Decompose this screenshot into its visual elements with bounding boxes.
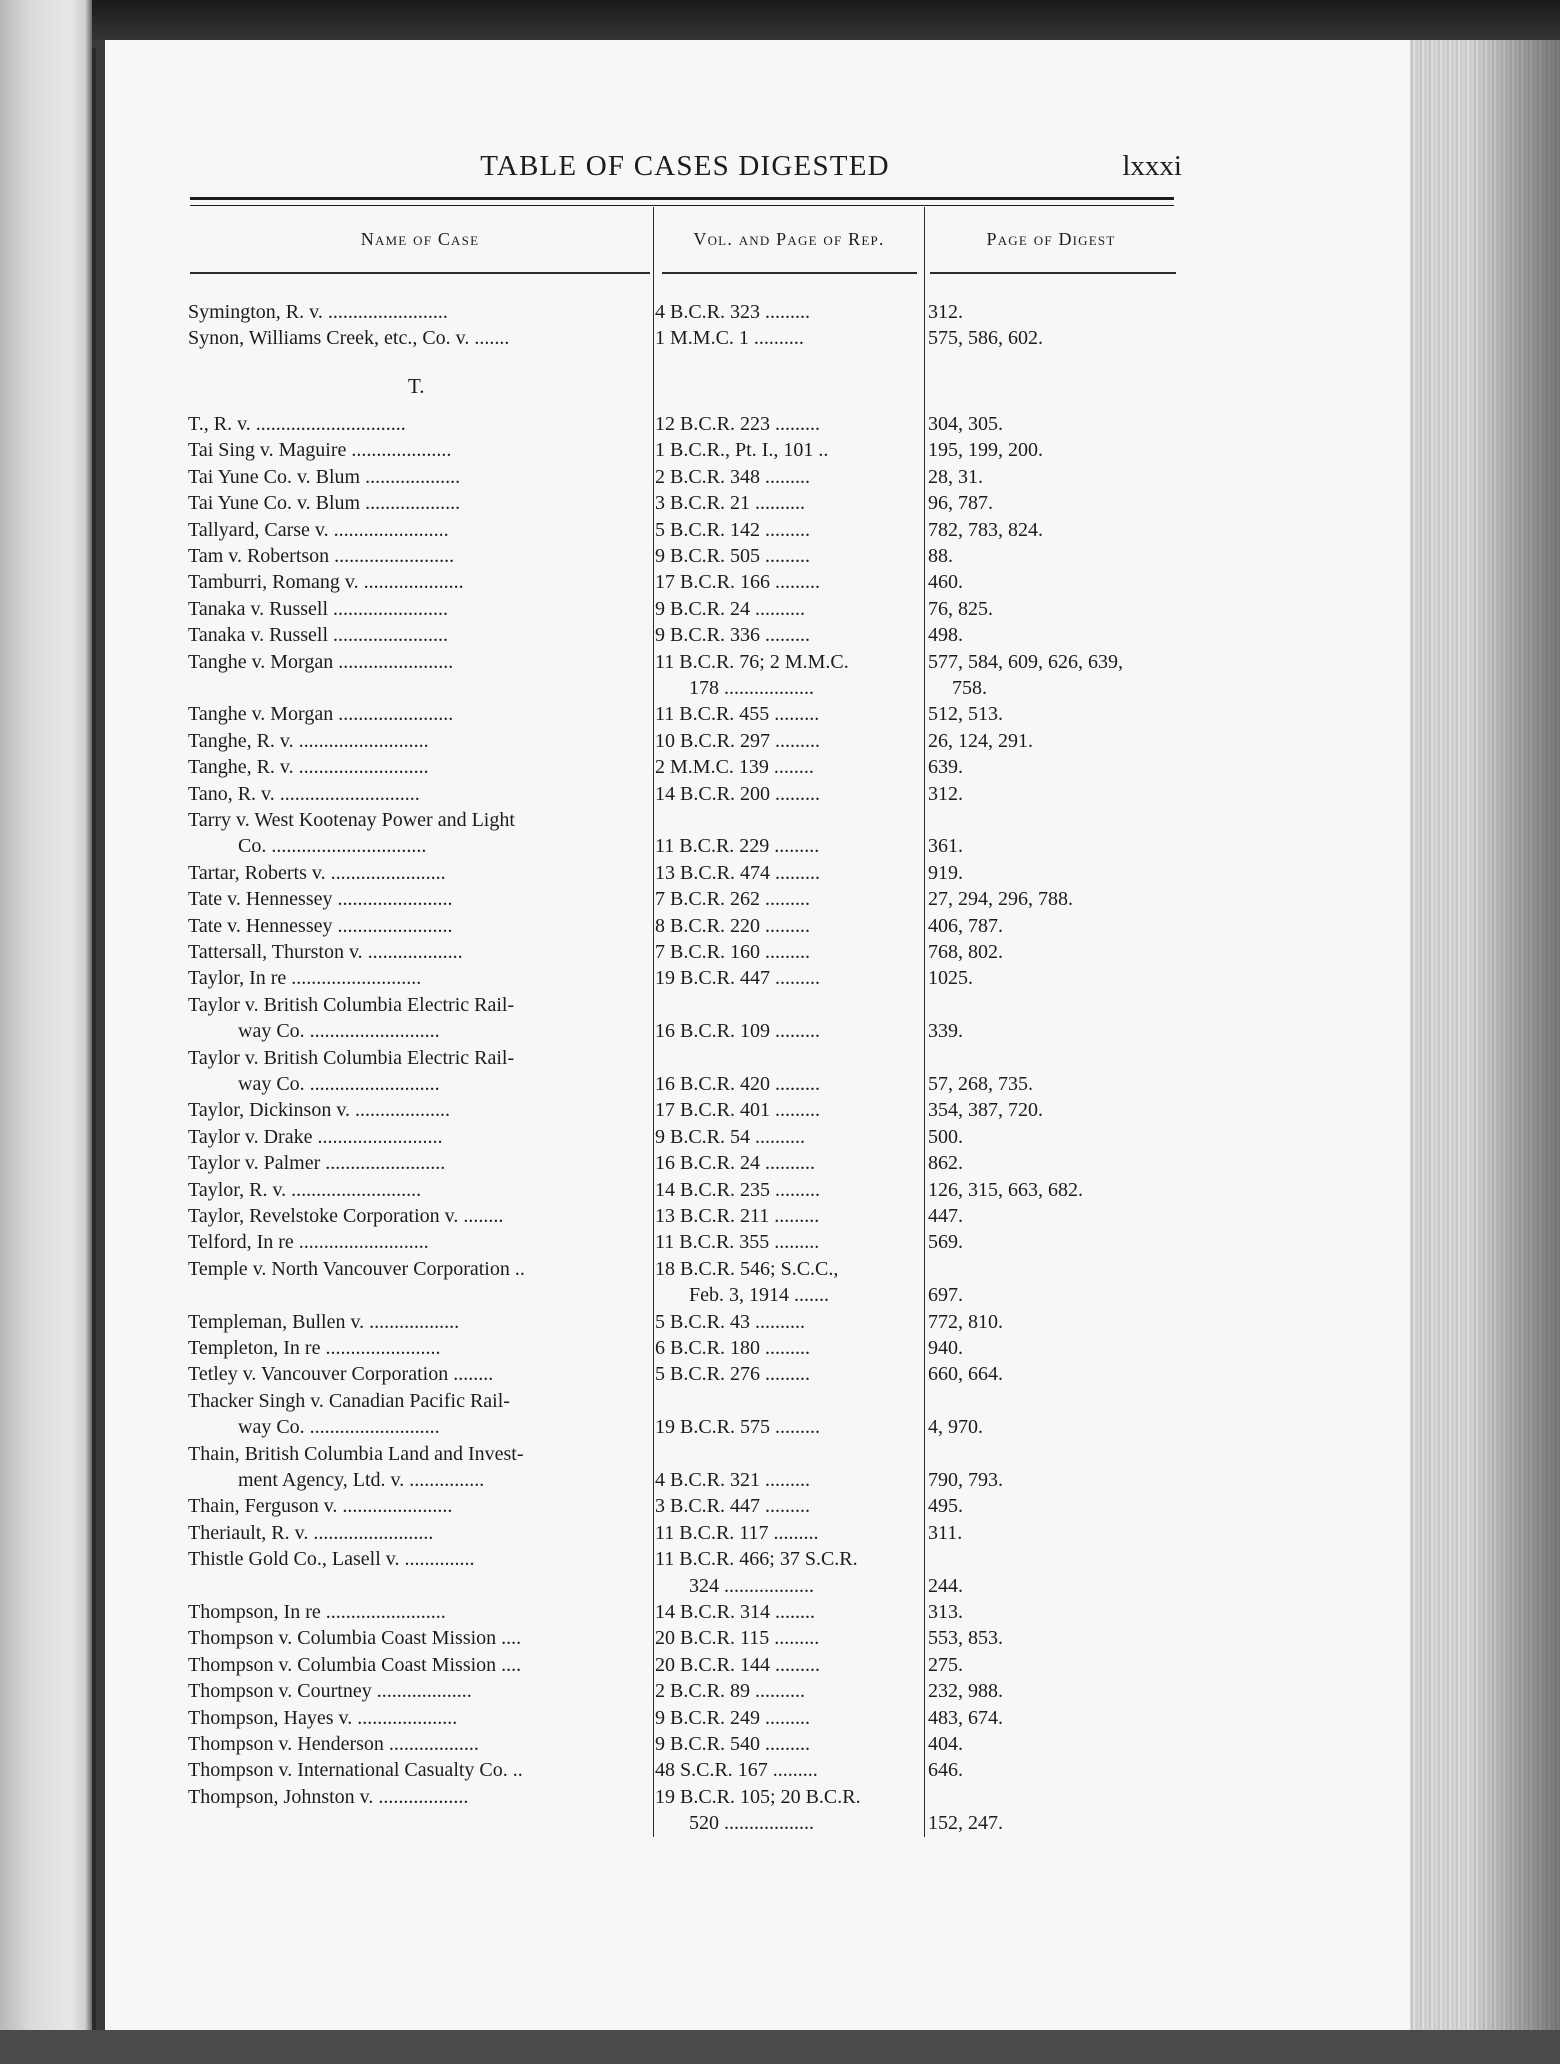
digest-pages: 919. [928,861,963,884]
report-reference: 9 B.C.R. 249 ......... [655,1706,811,1729]
digest-pages: 1025. [928,967,973,990]
report-reference: 2 B.C.R. 348 ......... [655,465,811,488]
digest-pages: 646. [928,1759,963,1782]
report-reference: Feb. 3, 1914 ....... [689,1284,829,1307]
case-name: Tam v. Robertson ........................ [188,545,455,567]
report-reference: 14 B.C.R. 314 ........ [655,1601,816,1623]
report-reference: 7 B.C.R. 160 ......... [655,941,811,963]
case-name: Taylor v. British Columbia Electric Rail- [188,993,515,1016]
report-reference: 19 B.C.R. 575 ......... [655,1416,821,1439]
page-title: TABLE OF CASES DIGESTED [480,150,890,182]
report-reference: 3 B.C.R. 21 .......... [655,492,806,515]
case-name: Thacker Singh v. Canadian Pacific Rail- [188,1389,510,1412]
digest-pages: 660, 664. [928,1363,1003,1386]
case-name: Tai Sing v. Maguire .................... [188,439,452,462]
case-name: Thompson v. Henderson .................. [188,1733,479,1755]
report-reference: 11 B.C.R. 76; 2 M.M.C. [655,650,849,673]
case-name: ment Agency, Ltd. v. ............... [238,1469,485,1491]
digest-pages: 152, 247. [928,1812,1003,1835]
case-name: Taylor, In re .......................... [188,967,422,990]
report-reference: 17 B.C.R. 401 ......... [655,1099,821,1122]
digest-pages: 577, 584, 609, 626, 639, [928,650,1123,673]
report-reference: 1 M.M.C. 1 .......... [655,327,804,349]
case-name: Thompson, Hayes v. .................... [188,1706,458,1729]
report-reference: 1 B.C.R., Pt. I., 101 .. [655,439,829,462]
column-header-name: Name of Case [360,229,480,249]
report-reference: 13 B.C.R. 474 ......... [655,861,821,884]
digest-pages: 500. [928,1125,963,1148]
digest-pages: 447. [928,1205,963,1227]
case-name: Tai Yune Co. v. Blum ................... [188,465,461,488]
report-reference: 178 .................. [689,677,814,699]
report-reference: 4 B.C.R. 323 ......... [655,301,811,323]
report-reference: 2 B.C.R. 89 .......... [655,1680,806,1703]
case-name: Theriault, R. v. ........................ [188,1521,434,1544]
case-name: Thompson v. Courtney ................... [188,1680,472,1703]
digest-pages: 483, 674. [928,1706,1003,1729]
report-reference: 5 B.C.R. 142 ......... [655,518,811,541]
case-name: Tate v. Hennessey ....................... [188,888,453,911]
column-header-rule-volume [662,272,917,274]
bottom-shadow [0,2030,1560,2064]
case-name: Thompson v. International Casualty Co. .. [188,1759,523,1782]
digest-pages: 4, 970. [928,1416,983,1439]
case-name: Thompson, Johnston v. .................. [188,1785,469,1808]
case-name: Tattersall, Thurston v. ................... [188,941,463,963]
case-name: Taylor, Dickinson v. ................... [188,1099,451,1122]
case-name: Thompson v. Columbia Coast Mission .... [188,1627,522,1650]
case-name: Thistle Gold Co., Lasell v. .............. [188,1548,475,1571]
case-name: Tanaka v. Russell ....................... [188,597,449,620]
digest-pages: 772, 810. [928,1310,1003,1333]
report-reference: 5 B.C.R. 276 ......... [655,1363,811,1386]
binding-gutter [96,40,105,2040]
case-name: Tanaka v. Russell ....................... [188,624,449,647]
report-reference: 48 S.C.R. 167 ......... [655,1759,818,1782]
header-rule-thin [190,205,1174,206]
report-reference: 10 B.C.R. 297 ......... [655,729,821,752]
report-reference: 9 B.C.R. 336 ......... [655,624,811,647]
digest-pages: 313. [928,1601,963,1623]
digest-pages: 312. [928,301,963,323]
digest-pages: 512, 513. [928,703,1003,726]
case-name: Taylor, Revelstoke Corporation v. ........ [188,1205,504,1227]
digest-pages: 126, 315, 663, 682. [928,1178,1083,1201]
report-reference: 20 B.C.R. 115 ......... [655,1627,820,1650]
column-divider-2 [924,207,925,1837]
report-reference: 13 B.C.R. 211 ......... [655,1205,820,1227]
report-reference: 9 B.C.R. 540 ......... [655,1733,811,1755]
case-name: Thompson, In re ........................ [188,1601,446,1623]
digest-pages: 495. [928,1495,963,1518]
facing-page-edge [0,0,92,2064]
case-name: Telford, In re .......................... [188,1231,429,1254]
report-reference: 9 B.C.R. 24 .......... [655,597,806,620]
report-reference: 18 B.C.R. 546; S.C.C., [655,1257,839,1280]
report-reference: 2 M.M.C. 139 ........ [655,756,814,779]
digest-pages: 790, 793. [928,1469,1003,1491]
report-reference: 11 B.C.R. 229 ......... [655,835,820,858]
case-name: Taylor, R. v. .......................... [188,1178,422,1201]
case-name: Taylor v. British Columbia Electric Rail- [188,1046,515,1069]
report-reference: 17 B.C.R. 166 ......... [655,571,821,594]
report-reference: 9 B.C.R. 505 ......... [655,545,811,567]
digest-pages: 57, 268, 735. [928,1073,1033,1095]
report-reference: 3 B.C.R. 447 ......... [655,1495,811,1518]
case-name: Tallyard, Carse v. ....................... [188,518,449,541]
case-name: Tanghe, R. v. .......................... [188,756,429,779]
digest-pages: 553, 853. [928,1627,1003,1650]
digest-pages: 88. [928,545,953,567]
digest-pages: 758. [952,677,987,699]
case-name: Temple v. North Vancouver Corporation .. [188,1257,525,1280]
book-edge-shadow [1470,40,1560,2040]
report-reference: 14 B.C.R. 200 ......... [655,782,821,805]
case-name: Tarry v. West Kootenay Power and Light [188,809,515,831]
digest-pages: 311. [928,1521,963,1544]
report-reference: 520 .................. [689,1812,814,1835]
report-reference: 12 B.C.R. 223 ......... [655,413,821,435]
digest-pages: 940. [928,1337,963,1359]
case-name: Symington, R. v. ........................ [188,301,448,323]
case-name: way Co. .......................... [238,1020,440,1043]
digest-pages: 76, 825. [928,597,993,620]
case-name: Templeton, In re ....................... [188,1337,441,1359]
digest-pages: 195, 199, 200. [928,439,1043,462]
case-name: way Co. .......................... [238,1416,440,1439]
digest-pages: 639. [928,756,963,779]
report-reference: 5 B.C.R. 43 .......... [655,1310,806,1333]
case-name: Tai Yune Co. v. Blum ................... [188,492,461,515]
case-name: T., R. v. .............................. [188,413,406,435]
report-reference: 16 B.C.R. 420 ......... [655,1073,821,1095]
report-reference: 324 .................. [689,1574,814,1597]
digest-pages: 406, 787. [928,914,1003,937]
column-header-rule-digest [930,272,1176,274]
header-rule-thick [190,197,1174,200]
case-name: Tate v. Hennessey ....................... [188,914,453,937]
digest-pages: 460. [928,571,963,594]
digest-pages: 354, 387, 720. [928,1099,1043,1122]
column-divider-1 [653,207,654,1837]
digest-pages: 361. [928,835,963,858]
report-reference: 11 B.C.R. 466; 37 S.C.R. [655,1548,858,1571]
digest-pages: 28, 31. [928,465,983,488]
report-reference: 19 B.C.R. 447 ......... [655,967,821,990]
report-reference: 4 B.C.R. 321 ......... [655,1469,811,1491]
case-name: Thompson v. Columbia Coast Mission .... [188,1653,522,1676]
report-reference: 6 B.C.R. 180 ......... [655,1337,811,1359]
report-reference: 11 B.C.R. 355 ......... [655,1231,820,1254]
report-reference: 9 B.C.R. 54 .......... [655,1125,806,1148]
case-name: way Co. .......................... [238,1073,440,1095]
digest-pages: 275. [928,1653,963,1676]
page-number: lxxxi [1122,150,1182,182]
digest-pages: 96, 787. [928,492,993,515]
case-name: Tano, R. v. ............................ [188,782,420,805]
digest-pages: 232, 988. [928,1680,1003,1703]
report-reference: 14 B.C.R. 235 ......... [655,1178,821,1201]
digest-pages: 768, 802. [928,941,1003,963]
column-header-digest: Page of Digest [986,229,1116,249]
case-name: Taylor v. Drake ......................... [188,1125,443,1148]
case-name: Tanghe v. Morgan ....................... [188,703,454,726]
report-reference: 19 B.C.R. 105; 20 B.C.R. [655,1785,861,1808]
report-reference: 16 B.C.R. 24 .......... [655,1152,816,1175]
case-name: Thain, British Columbia Land and Invest- [188,1442,524,1465]
case-name: Tamburri, Romang v. .................... [188,571,464,594]
case-name: Synon, Williams Creek, etc., Co. v. ....... [188,327,510,349]
digest-pages: 304, 305. [928,413,1003,435]
report-reference: 7 B.C.R. 262 ......... [655,888,811,911]
digest-pages: 26, 124, 291. [928,729,1033,752]
case-name: Tanghe, R. v. .......................... [188,729,429,752]
digest-pages: 312. [928,782,963,805]
digest-pages: 27, 294, 296, 788. [928,888,1073,911]
case-name: Templeman, Bullen v. .................. [188,1310,460,1333]
digest-pages: 244. [928,1574,963,1597]
case-name: Co. ............................... [238,835,427,858]
case-name: Tetley v. Vancouver Corporation ........ [188,1363,494,1386]
column-header-volume: Vol. and Page of Rep. [693,229,885,249]
digest-pages: 404. [928,1733,963,1755]
section-letter: T. [408,374,425,398]
digest-pages: 498. [928,624,963,647]
case-name: Taylor v. Palmer ........................ [188,1152,446,1175]
case-name: Tartar, Roberts v. ....................... [188,861,446,884]
case-name: Tanghe v. Morgan ....................... [188,650,454,673]
report-reference: 16 B.C.R. 109 ......... [655,1020,821,1043]
report-reference: 11 B.C.R. 117 ......... [655,1521,819,1544]
digest-pages: 862. [928,1152,963,1175]
report-reference: 20 B.C.R. 144 ......... [655,1653,821,1676]
case-name: Thain, Ferguson v. ...................... [188,1495,453,1518]
digest-pages: 782, 783, 824. [928,518,1043,541]
digest-pages: 339. [928,1020,963,1043]
digest-pages: 697. [928,1284,963,1307]
report-reference: 11 B.C.R. 455 ......... [655,703,820,726]
digest-pages: 569. [928,1231,963,1254]
digest-pages: 575, 586, 602. [928,327,1043,349]
column-header-rule-name [190,272,650,274]
report-reference: 8 B.C.R. 220 ......... [655,914,811,937]
